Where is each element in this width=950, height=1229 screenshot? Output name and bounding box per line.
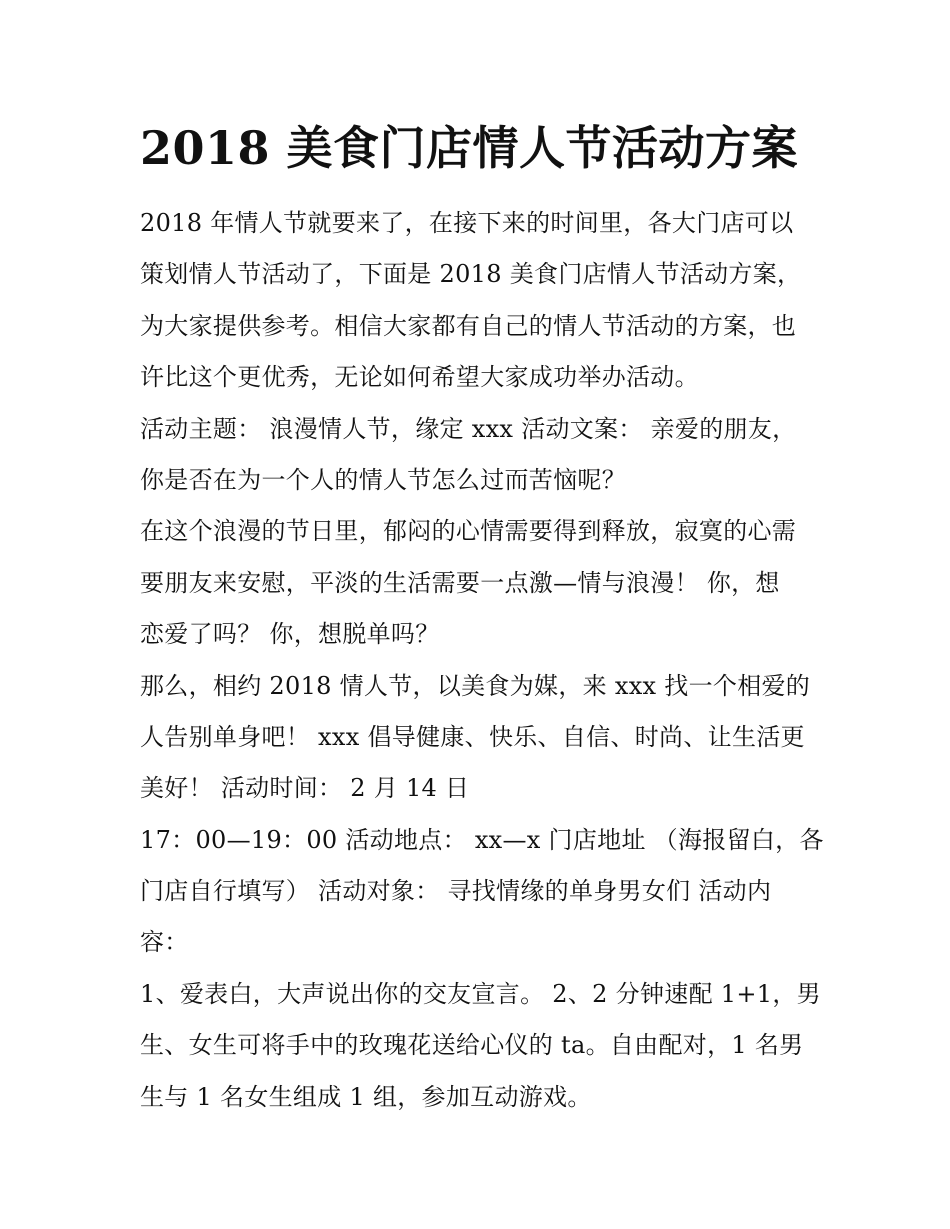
body-line: 策划情人节活动了，下面是 2018 美食门店情人节活动方案， xyxy=(140,260,802,289)
body-line: 为大家提供参考。相信大家都有自己的情人节活动的方案，也 xyxy=(140,311,797,340)
body-line: 容： xyxy=(140,928,189,957)
body-line: 许比这个更优秀，无论如何希望大家成功举办活动。 xyxy=(140,363,699,392)
body-line: 2018 年情人节就要来了，在接下来的时间里，各大门店可以 xyxy=(140,209,794,237)
body-line: 你是否在为一个人的情人节怎么过而苦恼呢？ xyxy=(140,465,626,494)
document-body xyxy=(140,198,840,1123)
body-line: 在这个浪漫的节日里，郁闷的心情需要得到释放，寂寞的心需 xyxy=(140,517,797,546)
body-line: 1、爱表白，大声说出你的交友宣言。 2、2 分钟速配 1+1，男 xyxy=(140,979,821,1008)
body-line: 人告别单身吧！ xxx 倡导健康、快乐、自信、时尚、让生活更 xyxy=(140,722,805,751)
body-line: 活动主题： 浪漫情人节，缘定 xxx 活动文案： 亲爱的朋友， xyxy=(140,414,797,443)
document-title: 2018 美食门店情人节活动方案 xyxy=(140,121,799,175)
body-line: 生与 1 名女生组成 1 组，参加互动游戏。 xyxy=(140,1082,592,1111)
body-line: 17：00—19：00 活动地点： xx—x 门店地址 （海报留白，各 xyxy=(140,825,824,854)
body-line: 美好！ 活动时间： 2 月 14 日 xyxy=(140,774,470,803)
body-line: 门店自行填写） 活动对象： 寻找情缘的单身男女们 活动内 xyxy=(140,877,772,906)
body-line: 恋爱了吗？ 你，想脱单吗？ xyxy=(140,620,440,649)
body-line: 那么，相约 2018 情人节，以美食为媒，来 xxx 找一个相爱的 xyxy=(140,671,811,700)
body-line: 生、女生可将手中的玫瑰花送给心仪的 ta。自由配对，1 名男 xyxy=(140,1031,804,1060)
body-line: 要朋友来安慰，平淡的生活需要一点激—情与浪漫！ 你，想 xyxy=(140,568,780,597)
